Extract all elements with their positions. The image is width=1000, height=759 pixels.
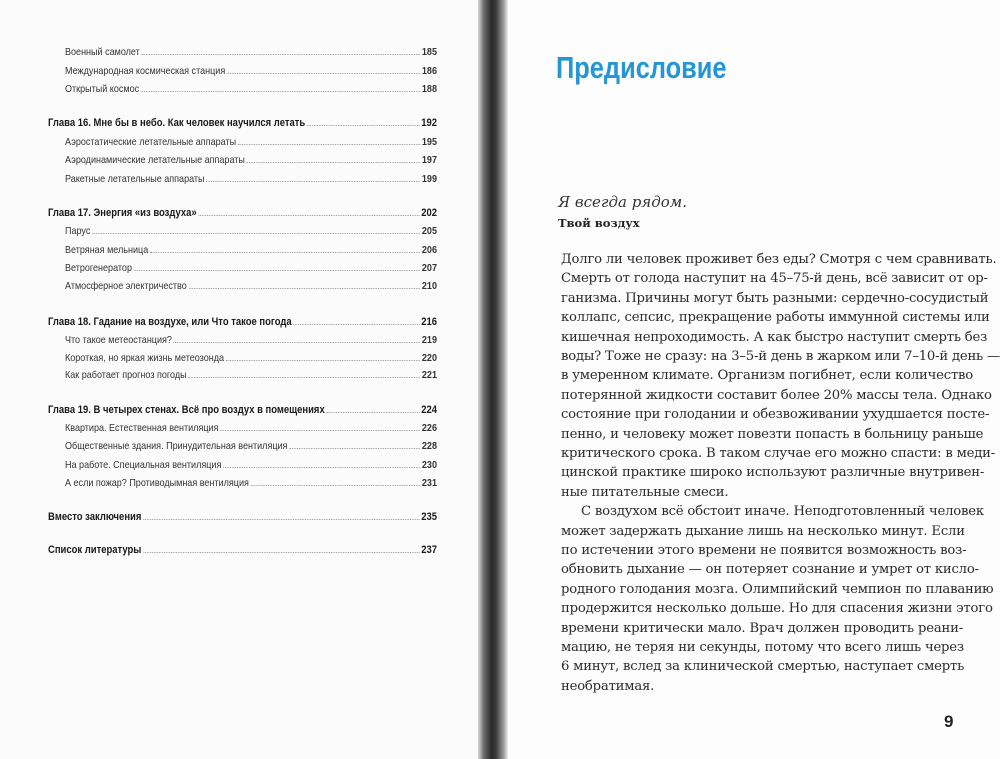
left-page-table-of-contents — [0, 0, 482, 759]
body-text-line: состояние при голодании и обезвоживании ухудшается посте- — [561, 407, 990, 423]
toc-leader-dots — [307, 125, 420, 126]
body-text-line: критического срока. В таком случае его можно спасти: в меди- — [561, 446, 995, 461]
toc-title: Глава 19. В четырех стенах. Всё про воздух в помещениях — [48, 404, 325, 416]
body-text-line: продержится несколько дольше. Но для спасения жизни этого — [561, 601, 993, 617]
body-text-line: потерянной жидкости составит более 20% массы тела. Однако — [561, 387, 992, 403]
toc-leader-dots — [143, 552, 419, 553]
toc-chapter — [48, 316, 437, 328]
toc-page-number: 195 — [421, 136, 437, 148]
toc-leader-dots — [326, 412, 419, 413]
toc-section — [65, 65, 437, 77]
body-text-line: ные питательные смеси. — [561, 484, 729, 500]
toc-page-number: 237 — [421, 544, 437, 556]
toc-chapter — [48, 117, 437, 129]
toc-page-number: 186 — [421, 65, 437, 77]
toc-section — [65, 440, 437, 452]
page-number: 9 — [944, 712, 954, 731]
toc-title: Глава 16. Мне бы в небо. Как человек научился летать — [48, 117, 306, 129]
toc-title: Вместо заключения — [48, 511, 142, 523]
body-text-line: может задержать дыхание лишь на несколько минут. Если — [561, 523, 965, 539]
toc-leader-dots — [289, 448, 420, 449]
toc-title: Ветряная мельница — [65, 244, 149, 256]
toc-page-number: 185 — [421, 46, 437, 58]
body-text-line: 6 минут, вслед за клинической смертью, наступает смерть — [561, 659, 965, 675]
toc-page-number: 216 — [421, 316, 437, 328]
toc-page-number: 235 — [421, 511, 437, 523]
toc-page-number: 221 — [421, 369, 437, 381]
book-gutter — [478, 0, 508, 759]
body-text-line: по истечении этого времени не появится возможность воз- — [561, 543, 967, 558]
body-text-line: Долго ли человек проживет без еды? Смотря с чем сравнивать. — [561, 252, 997, 267]
toc-page-number: 202 — [421, 207, 437, 219]
toc-title: Парус — [65, 225, 91, 237]
toc-section — [65, 46, 437, 58]
toc-section — [65, 352, 437, 364]
toc-title: Ветрогенератор — [65, 262, 132, 274]
body-text-line: обновить дыхание — он потеряет сознание и умрет от кисло- — [561, 562, 979, 578]
toc-leader-dots — [174, 342, 421, 343]
toc-leader-dots — [198, 215, 419, 216]
toc-leader-dots — [226, 360, 420, 361]
toc-leader-dots — [141, 54, 420, 55]
toc-page-number: 226 — [421, 422, 437, 434]
toc-leader-dots — [206, 181, 420, 182]
toc-title: Что такое метеостанция? — [65, 334, 172, 346]
toc-section — [65, 369, 437, 381]
toc-chapter — [48, 511, 437, 523]
toc-leader-dots — [238, 144, 420, 145]
toc-leader-dots — [134, 270, 420, 271]
toc-page-number: 205 — [421, 225, 437, 237]
toc-section — [65, 244, 437, 256]
toc-title: Глава 17. Энергия «из воздуха» — [48, 207, 197, 219]
toc-leader-dots — [150, 252, 420, 253]
toc-section — [65, 280, 437, 292]
toc-title: Ракетные летательные аппараты — [65, 173, 205, 185]
toc-leader-dots — [227, 73, 420, 74]
toc-leader-dots — [251, 485, 421, 486]
toc-page-number: 224 — [421, 404, 437, 416]
toc-page-number: 228 — [421, 440, 437, 452]
toc-chapter — [48, 544, 437, 556]
toc-page-number: 199 — [421, 173, 437, 185]
toc-title: Международная космическая станция — [65, 65, 226, 77]
toc-page-number: 207 — [421, 262, 437, 274]
toc-section — [65, 262, 437, 274]
toc-title: Короткая, но яркая жизнь метеозонда — [65, 352, 225, 364]
toc-chapter — [48, 207, 437, 219]
toc-title: Аэростатические летательные аппараты — [65, 136, 237, 148]
body-text-line: Смерть от голода наступит на 45–75-й день, всё зависит от ор- — [561, 271, 988, 287]
toc-title: Квартира. Естественная вентиляция — [65, 422, 219, 434]
toc-title: Атмосферное электричество — [65, 280, 187, 292]
toc-page-number: 219 — [421, 334, 437, 346]
body-text-line: мацию, не теряя ни секунды, потому что всего лишь через — [561, 640, 964, 655]
toc-title: Аэродинамические летательные аппараты — [65, 154, 245, 166]
toc-title: На работе. Специальная вентиляция — [65, 459, 222, 471]
body-text-line: пенно, и человеку может повезти попасть в больницу раньше — [561, 426, 984, 442]
body-text-line: кишечная непроходимость. А как быстро наступит смерть без — [561, 329, 988, 345]
toc-page-number: 197 — [421, 154, 437, 166]
toc-leader-dots — [247, 162, 421, 163]
body-text-line: родного голодания мозга. Олимпийский чемпион по плаванию — [561, 581, 994, 597]
toc-leader-dots — [220, 430, 420, 431]
toc-title: Список литературы — [48, 544, 142, 556]
toc-leader-dots — [188, 377, 420, 378]
toc-page-number: 210 — [421, 280, 437, 292]
toc-section — [65, 477, 437, 489]
toc-title: Военный самолет — [65, 46, 140, 58]
toc-section — [65, 422, 437, 434]
toc-section — [65, 136, 437, 148]
toc-title: Открытый космос — [65, 83, 140, 95]
toc-title: Глава 18. Гадание на воздухе, или Что такое погода — [48, 316, 292, 328]
toc-page-number: 206 — [421, 244, 437, 256]
body-text-line: времени критически мало. Врач должен проводить реани- — [561, 620, 963, 636]
toc-title: А если пожар? Противодымная вентиляция — [65, 477, 249, 489]
toc-leader-dots — [293, 324, 419, 325]
page-title: Предисловие — [556, 50, 727, 85]
toc-page-number: 188 — [421, 83, 437, 95]
toc-section — [65, 154, 437, 166]
toc-title: Общественные здания. Принудительная вентиляция — [65, 440, 288, 452]
toc-section — [65, 173, 437, 185]
toc-page-number: 231 — [421, 477, 437, 489]
toc-leader-dots — [141, 91, 420, 92]
toc-leader-dots — [188, 288, 420, 289]
toc-page-number: 230 — [421, 459, 437, 471]
body-text-line: цинской практике широко используют различные внутривен- — [561, 465, 985, 481]
toc-leader-dots — [92, 233, 420, 234]
toc-page-number: 220 — [421, 352, 437, 364]
toc-leader-dots — [143, 519, 419, 520]
body-text-line: коллапс, сепсис, прекращение работы иммунной системы или — [561, 310, 990, 326]
body-text-line: необратимая. — [561, 678, 655, 694]
toc-section — [65, 459, 437, 471]
toc-leader-dots — [223, 467, 420, 468]
toc-section — [65, 225, 437, 237]
toc-section — [65, 83, 437, 95]
toc-section — [65, 334, 437, 346]
body-text-line: в умеренном климате. Организм погибнет, если количество — [561, 368, 974, 384]
epigraph-author: Твой воздух — [558, 216, 640, 230]
toc-page-number: 192 — [421, 117, 437, 129]
body-text-line: воды? Тоже не сразу: на 3–5-й день в жарком или 7–10-й день — — [561, 349, 1000, 364]
toc-chapter — [48, 404, 437, 416]
toc-title: Как работает прогноз погоды — [65, 369, 187, 381]
body-text-line: С воздухом всё обстоит иначе. Неподготовленный человек — [581, 504, 984, 520]
epigraph: Я всегда рядом. — [558, 193, 687, 211]
body-text-line: ганизма. Причины могут быть разными: сердечно-сосудистый — [561, 290, 989, 306]
